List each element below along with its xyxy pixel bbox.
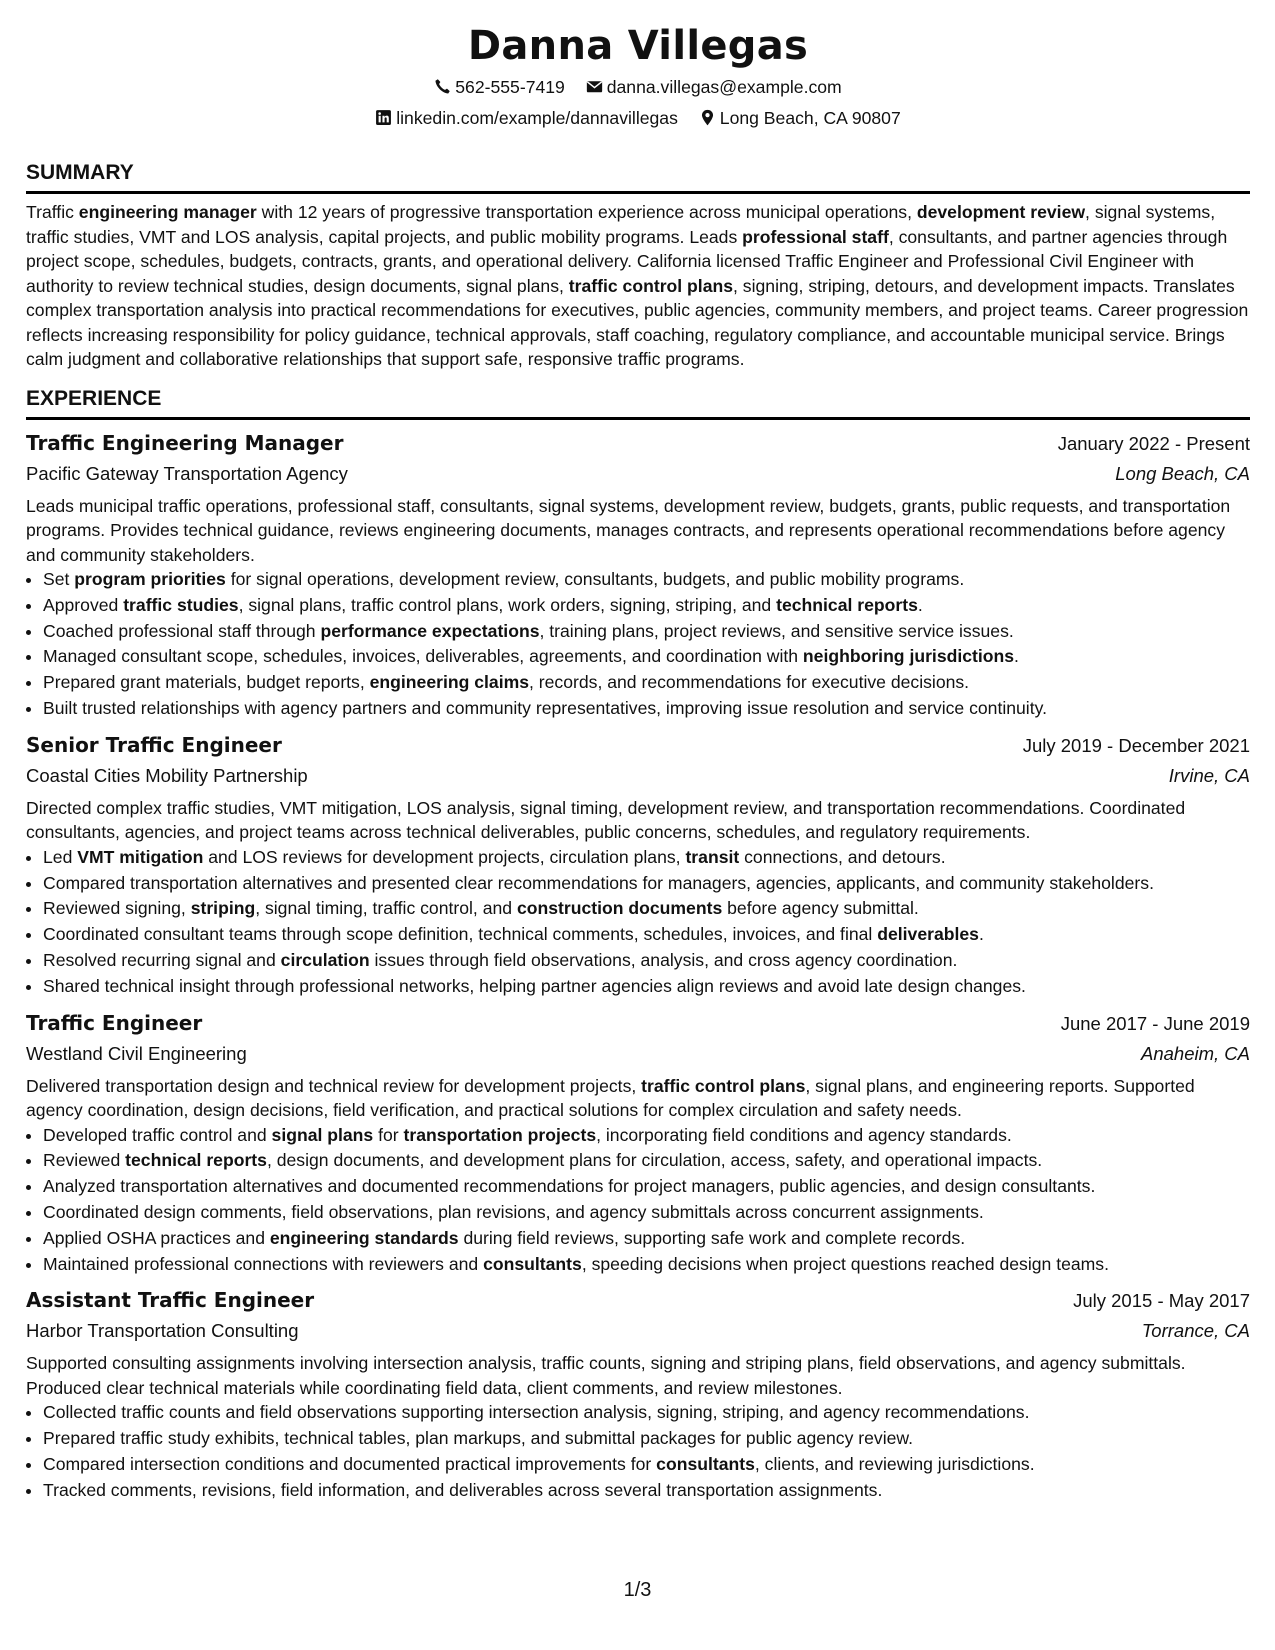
bullet-text: Coached professional staff through xyxy=(43,620,321,641)
envelope-icon xyxy=(586,78,603,95)
job-description: Leads municipal traffic operations, professional staff, consultants, signal systems, development review, budgets, grants, public requests, and transportation programs. Provides technical guidance, reviews engineering documents, manages contracts, and represents operational recommendations before agency and community stakeholders. xyxy=(26,495,1231,565)
bullet-text: during field reviews, supporting safe work and complete records. xyxy=(458,1227,966,1248)
job-header-row xyxy=(26,1285,1250,1316)
job-bullet-list xyxy=(26,567,1250,722)
job-title: Traffic Engineer xyxy=(26,1010,203,1035)
job-bullet xyxy=(43,922,1250,948)
phone-icon xyxy=(434,78,451,95)
company-row xyxy=(26,459,1250,489)
bullet-text: Resolved recurring signal and xyxy=(43,949,281,970)
job-location: Torrance, CA xyxy=(1141,1320,1250,1342)
linkedin-url[interactable]: linkedin.com/example/dannavillegas xyxy=(396,108,678,128)
bullet-text: for xyxy=(373,1124,404,1145)
bullet-text: . xyxy=(1014,646,1019,667)
job-bullet xyxy=(43,619,1250,645)
candidate-name: Danna Villegas xyxy=(467,23,809,69)
bullet-highlight: VMT mitigation xyxy=(77,846,204,867)
job-bullet xyxy=(43,670,1250,696)
bullet-highlight: engineering standards xyxy=(269,1227,459,1248)
job-bullet xyxy=(43,696,1250,722)
page-number: 1/3 xyxy=(623,1579,652,1601)
bullet-text: connections, and detours. xyxy=(739,846,946,867)
summary-highlight: development review xyxy=(916,202,1086,222)
company-name: Pacific Gateway Transportation Agency xyxy=(26,462,348,484)
job-entry xyxy=(26,1285,1250,1503)
job-bullet xyxy=(43,896,1250,922)
job-dates: June 2017 - June 2019 xyxy=(1060,1012,1250,1034)
summary-highlight: traffic control plans xyxy=(568,275,734,296)
location-contact xyxy=(699,103,901,134)
bullet-highlight: neighboring jurisdictions xyxy=(802,646,1015,667)
bullet-text: Shared technical insight through professional networks, helping partner agencies align reviews and avoid late design changes. xyxy=(43,975,1026,996)
bullet-text: Managed consultant scope, schedules, invoices, deliverables, agreements, and coordination with xyxy=(43,646,803,667)
job-bullet xyxy=(43,1400,1250,1426)
job-header-row xyxy=(26,730,1250,761)
bullet-highlight: circulation xyxy=(280,949,370,970)
bullet-highlight: consultants xyxy=(656,1453,755,1474)
bullet-highlight: transportation projects xyxy=(403,1124,597,1145)
job-bullet xyxy=(43,948,1250,974)
location-text: Long Beach, CA 90807 xyxy=(719,108,901,128)
phone-number[interactable]: 562-555-7419 xyxy=(455,77,565,97)
job-dates: July 2019 - December 2021 xyxy=(1022,734,1250,756)
job-description: Directed complex traffic studies, VMT mitigation, LOS analysis, signal timing, development review, and transportation recommendations. Coordinated consultants, agencies, and project teams across technical deliverables, public concerns, schedules, and regulatory requirements. xyxy=(26,797,1186,843)
job-bullet xyxy=(43,1200,1250,1226)
contact-line-1 xyxy=(26,72,1250,103)
job-entry xyxy=(26,1008,1250,1278)
job-header-row xyxy=(26,1008,1250,1039)
job-bullet-list xyxy=(26,1400,1250,1503)
job-bullet xyxy=(43,1478,1250,1504)
job-location: Long Beach, CA xyxy=(1115,462,1250,484)
summary-paragraph xyxy=(26,200,1250,372)
bullet-text: Set xyxy=(43,569,75,589)
bullet-highlight: program priorities xyxy=(74,569,226,589)
bullet-highlight: striping xyxy=(190,898,256,919)
bullet-highlight: traffic studies xyxy=(123,594,239,615)
job-bullet xyxy=(43,1426,1250,1452)
bullet-text: Reviewed xyxy=(43,1150,126,1171)
job-title: Traffic Engineering Manager xyxy=(26,430,344,455)
bullet-highlight: deliverables xyxy=(877,924,979,945)
job-bullet-list xyxy=(26,845,1250,1000)
bullet-text: , design documents, and development plans for circulation, access, safety, and operational impacts. xyxy=(266,1150,1043,1171)
bullet-highlight: signal plans xyxy=(271,1124,374,1145)
bullet-highlight: construction documents xyxy=(516,898,723,919)
job-dates: January 2022 - Present xyxy=(1057,432,1250,454)
linkedin-contact xyxy=(375,103,678,134)
job-bullet xyxy=(43,593,1250,619)
linkedin-icon xyxy=(375,109,392,126)
bullet-text: Prepared traffic study exhibits, technical tables, plan markups, and submittal packages for public agency review. xyxy=(43,1428,914,1449)
job-bullet xyxy=(43,871,1250,897)
job-description xyxy=(26,1074,1250,1123)
resume-page xyxy=(26,20,1250,1504)
bullet-text: Approved xyxy=(43,594,124,615)
bullet-highlight: performance expectations xyxy=(320,620,540,641)
summary-highlight: professional staff xyxy=(742,226,889,247)
job-bullet xyxy=(43,1123,1250,1149)
company-name: Harbor Transportation Consulting xyxy=(26,1320,299,1342)
summary-highlight: engineering manager xyxy=(78,202,257,222)
bullet-text: Applied OSHA practices and xyxy=(43,1227,270,1248)
bullet-text: . xyxy=(978,924,984,945)
bullet-text: Tracked comments, revisions, field information, and deliverables across several transportation assignments. xyxy=(43,1479,883,1500)
job-location: Irvine, CA xyxy=(1168,764,1250,786)
bullet-text: Coordinated consultant teams through scope definition, technical comments, schedules, invoices, and final xyxy=(43,924,878,945)
job-bullet xyxy=(43,644,1250,670)
bullet-text: Led xyxy=(43,846,78,867)
job-bullet xyxy=(43,974,1250,1000)
job-entry xyxy=(26,730,1250,1000)
bullet-highlight: technical reports xyxy=(776,594,918,615)
company-row xyxy=(26,761,1250,791)
bullet-highlight: technical reports xyxy=(125,1150,267,1171)
contact-line-2 xyxy=(26,103,1250,134)
bullet-text: Reviewed signing, xyxy=(43,898,191,919)
job-description-highlight: traffic control plans xyxy=(641,1075,806,1096)
bullet-text: Analyzed transportation alternatives and documented recommendations for project managers, public agencies, and design consultants. xyxy=(43,1176,1096,1197)
bullet-text: , incorporating field conditions and agency standards. xyxy=(596,1124,1012,1145)
bullet-text: , training plans, project reviews, and sensitive service issues. xyxy=(539,620,1014,641)
email-address[interactable]: danna.villegas@example.com xyxy=(606,77,842,97)
summary-text: with 12 years of progressive transportation experience across municipal operations, xyxy=(256,202,917,222)
bullet-text: Collected traffic counts and field observations supporting intersection analysis, signing, striping, and agency recommendations. xyxy=(43,1402,1030,1423)
bullet-highlight: engineering claims xyxy=(369,672,530,693)
bullet-text: Compared intersection conditions and documented practical improvements for xyxy=(43,1453,657,1474)
experience-heading: EXPERIENCE xyxy=(26,386,1250,420)
job-location: Anaheim, CA xyxy=(1141,1042,1250,1064)
job-bullet xyxy=(43,1226,1250,1252)
job-description-text: Delivered transportation design and technical review for development projects, xyxy=(26,1075,642,1096)
bullet-text: before agency submittal. xyxy=(722,898,919,919)
bullet-text: , speeding decisions when project questions reached design teams. xyxy=(581,1253,1109,1274)
bullet-text: and LOS reviews for development projects, circulation plans, xyxy=(203,846,686,867)
job-bullet xyxy=(43,1174,1250,1200)
bullet-text: Developed traffic control and xyxy=(43,1124,272,1145)
job-description-text: , signal plans, and engineering reports. Supported agency coordination, design decisions, field verification, and practical solutions for complex circulation and safety needs. xyxy=(26,1075,1195,1121)
summary-text: , signal systems, traffic studies, VMT and LOS analysis, capital projects, and public mobility programs. Leads xyxy=(26,202,1216,247)
company-row xyxy=(26,1039,1250,1069)
job-title: Assistant Traffic Engineer xyxy=(26,1288,315,1313)
map-marker-icon xyxy=(699,109,716,126)
bullet-text: Built trusted relationships with agency partners and community representatives, improving issue resolution and service continuity. xyxy=(43,697,1047,718)
bullet-text: Compared transportation alternatives and presented clear recommendations for managers, agencies, applicants, and community stakeholders. xyxy=(43,872,1154,893)
bullet-text: Maintained professional connections with reviewers and xyxy=(43,1253,484,1274)
bullet-text: , signal timing, traffic control, and xyxy=(255,898,517,919)
company-row xyxy=(26,1316,1250,1346)
job-bullet xyxy=(43,567,1250,593)
summary-text: Traffic xyxy=(26,202,79,222)
bullet-text: , signal plans, traffic control plans, work orders, signing, striping, and xyxy=(238,594,777,615)
summary-text: , consultants, and partner agencies through project scope, schedules, budgets, contracts, grants, and operational delivery. California licensed Traffic Engineer and Professional Civil Engineer with authority to review technical studies, design documents, signal plans, xyxy=(26,226,1228,296)
bullet-text: , records, and recommendations for executive decisions. xyxy=(529,672,970,693)
bullet-highlight: consultants xyxy=(483,1253,582,1274)
job-bullet xyxy=(43,845,1250,871)
company-name: Coastal Cities Mobility Partnership xyxy=(26,764,308,786)
bullet-text: Prepared grant materials, budget reports, xyxy=(43,672,370,693)
job-dates: July 2015 - May 2017 xyxy=(1073,1290,1250,1312)
summary-text: , signing, striping, detours, and development impacts. Translates complex transportation analysis into practical recommendations for executives, public agencies, community members, and project teams. Career progression reflects increasing responsibility for policy guidance, technical approvals, staff coaching, regulatory compliance, and accountable municipal service. Brings calm judgment and collaborative relationships that support safe, responsive traffic programs. xyxy=(26,275,1249,369)
bullet-text: Coordinated design comments, field observations, plan revisions, and agency submittals across concurrent assignments. xyxy=(43,1201,984,1222)
bullet-text: for signal operations, development review, consultants, budgets, and public mobility programs. xyxy=(225,569,965,589)
phone-contact xyxy=(434,72,565,103)
job-title: Senior Traffic Engineer xyxy=(26,732,282,757)
bullet-text: , clients, and reviewing jurisdictions. xyxy=(754,1453,1035,1474)
job-entry xyxy=(26,428,1250,722)
bullet-text: . xyxy=(917,594,923,615)
job-bullet xyxy=(43,1452,1250,1478)
bullet-text: issues through field observations, analysis, and cross agency coordination. xyxy=(369,949,958,970)
job-header-row xyxy=(26,428,1250,459)
job-description: Supported consulting assignments involving intersection analysis, traffic counts, signing and striping plans, field observations, and agency submittals. Produced clear technical materials while coordinating field data, client comments, and review milestones. xyxy=(26,1353,1186,1398)
experience-list xyxy=(26,428,1250,1504)
bullet-highlight: transit xyxy=(685,846,740,867)
job-bullet-list xyxy=(26,1123,1250,1278)
job-bullet xyxy=(43,1252,1250,1278)
job-bullet xyxy=(43,1148,1250,1174)
company-name: Westland Civil Engineering xyxy=(26,1042,247,1064)
summary-heading: SUMMARY xyxy=(26,160,1250,194)
email-contact xyxy=(586,72,842,103)
